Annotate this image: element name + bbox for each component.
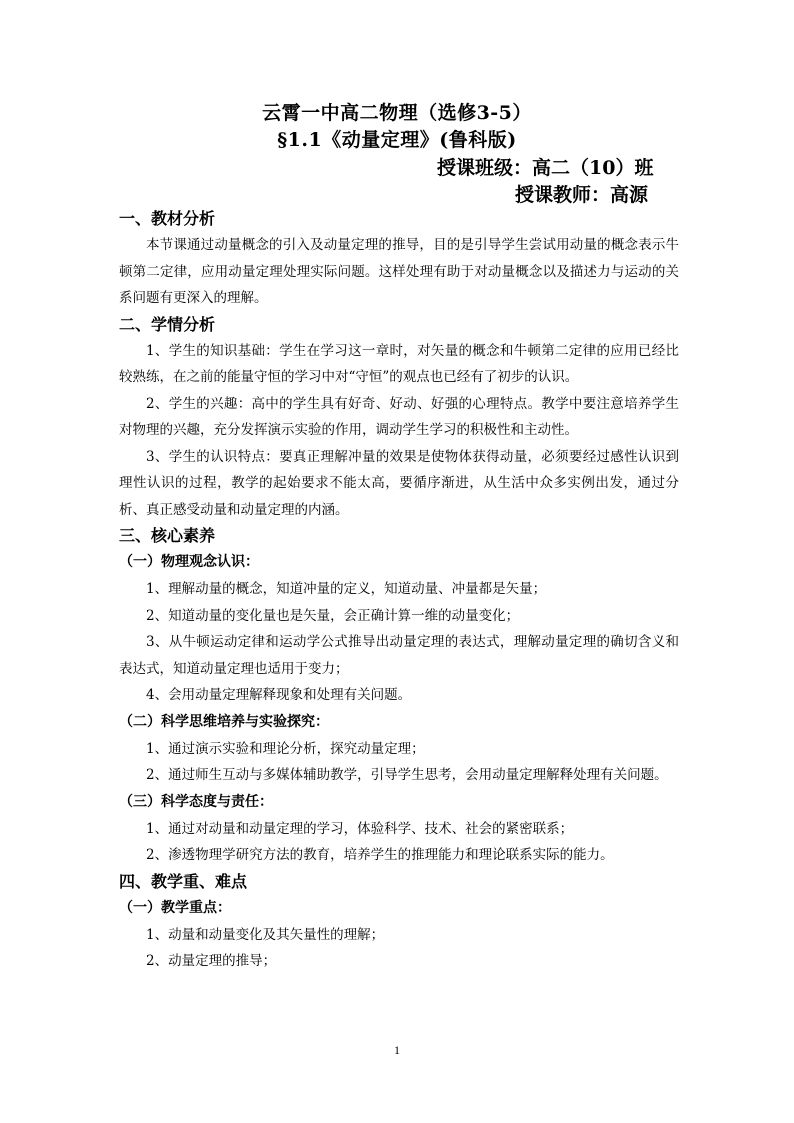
list-item: 1、动量和动量变化及其矢量性的理解；	[146, 926, 385, 943]
subheading-teaching-focus: （一）教学重点：	[119, 899, 231, 916]
paragraph-textbook-analysis: 本节课通过动量概念的引入及动量定理的推导，目的是引导学生尝试用动量的概念表示牛顿第二定律，应用动量定理处理实际问题。这样处理有助于对动量概念以及描述力与运动的关系问题有更深入的理解。	[119, 237, 679, 306]
teacher-info: 授课教师：高源	[515, 184, 649, 206]
section-heading-textbook-analysis: 一、教材分析	[119, 209, 216, 228]
paragraph-student-interest: 2、学生的兴趣：高中的学生具有好奇、好动、好强的心理特点。教学中要注意培养学生对物理的兴趣，充分发挥演示实验的作用，调动学生学习的积极性和主动性。	[119, 395, 679, 438]
list-item: 2、动量定理的推导；	[146, 953, 277, 969]
document-title: 云霄一中高二物理（选修3-5）	[262, 102, 532, 124]
subheading-scientific-attitude: （三）科学态度与责任：	[119, 793, 273, 810]
subheading-physics-concepts: （一）物理观念认识：	[119, 554, 259, 570]
document-body	[119, 206, 679, 975]
paragraph-student-cognition: 3、学生的认识特点：要真正理解冲量的效果是使物体获得动量，必须要经过感性认识到理性认识的过程，教学的起始要求不能太高，要循序渐进，从生活中众多实例出发，通过分析、真正感受动量和动量定理的内涵。	[119, 448, 679, 518]
section-heading-student-analysis: 二、学情分析	[119, 314, 216, 334]
section-heading-core-literacy: 三、核心素养	[119, 526, 216, 545]
section-heading-key-points: 四、教学重、难点	[119, 871, 248, 891]
page-number: 1	[394, 1043, 400, 1057]
list-item: 1、通过对动量和动量定理的学习，体验科学、技术、社会的紧密联系；	[146, 820, 574, 837]
list-item: 4、会用动量定理解释现象和处理有关问题。	[146, 687, 412, 703]
class-info: 授课班级：高二（10）班	[437, 157, 654, 179]
list-item: 1、理解动量的概念，知道冲量的定义，知道动量、冲量都是矢量；	[146, 581, 547, 597]
subheading-scientific-thinking: （二）科学思维培养与实验探究：	[119, 713, 329, 730]
list-item: 2、知道动量的变化量也是矢量，会正确计算一维的动量变化；	[146, 607, 520, 624]
paragraph-momentum-theorem-derivation: 3、从牛顿运动定律和运动学公式推导出动量定理的表达式，理解动量定理的确切含义和表达式，知道动量定理也适用于变力；	[119, 634, 679, 677]
list-item: 2、渗透物理学研究方法的教育，培养学生的推理能力和理论联系实际的能力。	[146, 847, 614, 863]
list-item: 1、通过演示实验和理论分析，探究动量定理；	[146, 740, 425, 757]
paragraph-student-knowledge: 1、学生的知识基础：学生在学习这一章时，对矢量的概念和牛顿第二定律的应用已经比较熟练，在之前的能量守恒的学习中对“守恒”的观点也已经有了初步的认识。	[119, 342, 679, 385]
paragraph-teacher-student-interaction: 2、通过师生互动与多媒体辅助教学，引导学生思考，会用动量定理解释处理有关问题。	[146, 767, 668, 783]
document-subtitle: §1.1《动量定理》(鲁科版)	[277, 129, 517, 151]
